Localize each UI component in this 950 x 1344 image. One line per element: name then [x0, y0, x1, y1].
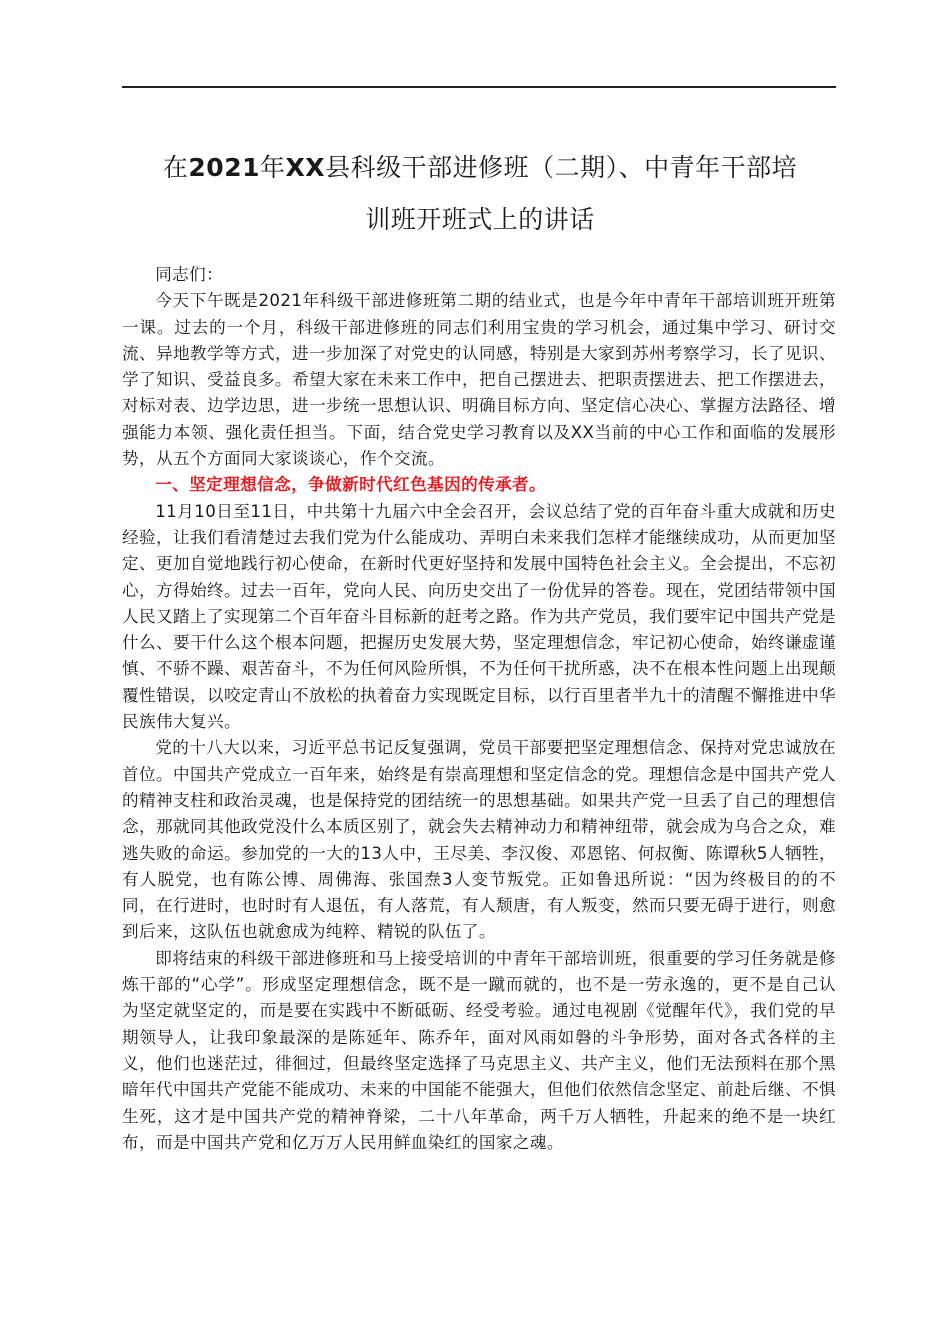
section-heading-1: 一、坚定理想信念，争做新时代红色基因的传承者。 — [155, 475, 547, 495]
document-body — [122, 262, 836, 1156]
title-xx: XX — [285, 153, 326, 182]
title-text-mid: 年 — [260, 153, 286, 182]
title-text-post: 县科级干部进修班（二期）、中青年干部培 — [325, 153, 798, 182]
title-year: 2021 — [188, 153, 260, 182]
paragraph-intro: 今天下午既是2021年科级干部进修班第二期的结业式，也是今年中青年干部培训班开班第一课。过去的一个月，科级干部进修班的同志们利用宝贵的学习机会，通过集中学习、研讨交流、异地教学等方式，进一步加深了对党史的认同感，特别是大家到苏州考察学习，长了见识、学了知识、受益良多。希望大家在未来工作中，把自己摆进去、把职责摆进去、把工作摆进去，对标对表、边学边思，进一步统一思想认识、明确目标方向、坚定信心决心、掌握方法路径、增强能力本领、强化责任担当。下面，结合党史学习教育以及XX当前的中心工作和面临的发展形势，从五个方面同大家谈谈心，作个交流。 — [122, 291, 836, 469]
title-text-pre: 在 — [162, 153, 189, 182]
paragraph-section-1: 11月10日至11日，中共第十九届六中全会召开，会议总结了党的百年奋斗重大成就和历史经验，让我们看清楚过去我们党为什么能成功、弄明白未来我们怎样才能继续成功，从而更加坚定、更加自觉地践行初心使命，在新时代更好坚持和发展中国特色社会主义。全会提出，不忘初心，方得始终。过去一百年，党向人民、向历史交出了一份优异的答卷。现在，党团结带领中国人民又踏上了实现第二个百年奋斗目标新的赶考之路。作为共产党员，我们要牢记中国共产党是什么、要干什么这个根本问题，把握历史发展大势，坚定理想信念，牢记初心使命，始终谦虚谨慎、不骄不躁、艰苦奋斗，不为任何风险所惧，不为任何干扰所惑，决不在根本性问题上出现颠覆性错误，以咬定青山不放松的执着奋力实现既定目标，以行百里者半九十的清醒不懈推进中华民族伟大复兴。 — [122, 501, 836, 732]
title-line-2: 训班开班式上的讲话 — [365, 205, 595, 234]
header-rule — [122, 86, 836, 88]
paragraph-section-3: 即将结束的科级干部进修班和马上接受培训的中青年干部培训班，很重要的学习任务就是修炼干部的“心学”。形成坚定理想信念，既不是一蹴而就的，也不是一劳永逸的，更不是自己认为坚定就坚定的，而是要在实践中不断砥砺、经受考验。通过电视剧《觉醒年代》，我们党的早期领导人，让我印象最深的是陈延年、陈乔年，面对风雨如磐的斗争形势，面对各式各样的主义，他们也迷茫过，徘徊过，但最终坚定选择了马克思主义、共产主义，他们无法预料在那个黑暗年代中国共产党能不能成功、未来的中国能不能强大，但他们依然信念坚定、前赴后继、不惧生死，这才是中国共产党的精神脊梁，二十八年革命，两千万人牺牲，升起来的绝不是一块红布，而是中国共产党和亿万万人民用鲜血染红的国家之魂。 — [122, 948, 836, 1152]
salutation: 同志们： — [155, 265, 224, 284]
paragraph-section-2: 党的十八大以来，习近平总书记反复强调，党员干部要把坚定理想信念、保持对党忠诚放在首位。中国共产党成立一百年来，始终是有崇高理想和坚定信念的党。理想信念是中国共产党人的精神支柱和政治灵魂，也是保持党的团结统一的思想基础。如果共产党一旦丢了自己的理想信念，那就同其他政党没什么本质区别了，就会失去精神动力和精神纽带，就会成为乌合之众，难逃失败的命运。参加党的一大的13人中，王尽美、李汉俊、邓恩铭、何叔衡、陈谭秋5人牺牲，有人脱党，也有陈公博、周佛海、张国焘3人变节叛党。正如鲁迅所说：“因为终极目的的不同，在行进时，也时时有人退伍，有人落荒，有人颓唐，有人叛变，然而只要无碍于进行，则愈到后来，这队伍也就愈成为纯粹、精锐的队伍了。 — [122, 738, 836, 942]
document-title — [110, 142, 850, 246]
